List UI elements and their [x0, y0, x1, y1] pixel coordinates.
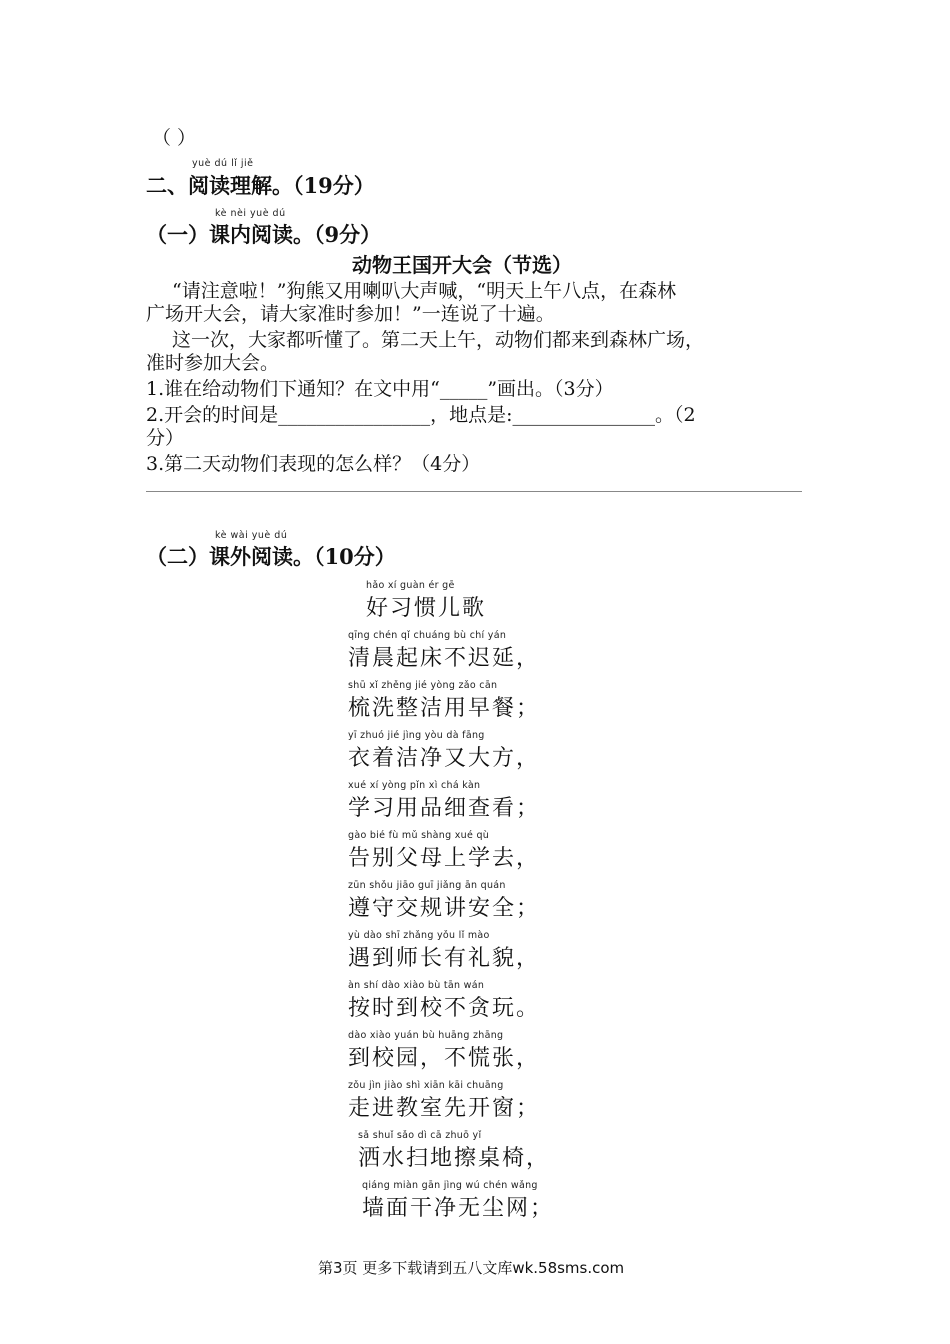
- poem-line-7: 遇到师长有礼貌，: [348, 946, 541, 971]
- answer-paren: （ ）: [152, 127, 197, 149]
- question-3: 3.第二天动物们表现的怎么样？（4分）: [146, 453, 481, 475]
- passage-line-1: “请注意啦！”狗熊又用喇叭大声喊，“明天上午八点，在森林: [172, 280, 677, 302]
- poem-line-12: 墙面干净无尘网；: [362, 1196, 555, 1221]
- poem-line-11: 洒水扫地擦桌椅，: [358, 1146, 551, 1171]
- poem-pinyin-3: yī zhuó jié jìng yòu dà fāng: [348, 730, 485, 741]
- poem-line-4: 学习用品细查看；: [348, 796, 541, 821]
- poem-pinyin-2: shū xǐ zhěng jié yòng zǎo cān: [348, 680, 498, 691]
- poem-line-2: 梳洗整洁用早餐；: [348, 696, 541, 721]
- poem-pinyin-4: xué xí yòng pǐn xì chá kàn: [348, 780, 481, 791]
- poem-line-6: 遵守交规讲安全；: [348, 896, 541, 921]
- poem-title: 好习惯儿歌: [366, 596, 487, 621]
- passage-line-3: 这一次，大家都听懂了。第二天上午，动物们都来到森林广场，: [172, 329, 705, 351]
- passage-line-2: 广场开大会，请大家准时参加！”一连说了十遍。: [146, 303, 555, 325]
- poem-pinyin-12: qiáng miàn gān jìng wú chén wǎng: [362, 1180, 538, 1191]
- poem-pinyin-6: zūn shǒu jiāo guī jiǎng ān quán: [348, 880, 506, 891]
- poem-pinyin-1: qīng chén qǐ chuáng bù chí yán: [348, 630, 507, 641]
- question-2-cont: 分）: [146, 427, 185, 449]
- poem-line-9: 到校园，不慌张，: [348, 1046, 541, 1071]
- part1-title: （一）课内阅读。（9分）: [146, 222, 382, 247]
- part2-title: （二）课外阅读。（10分）: [146, 544, 396, 569]
- part2-pinyin: kè wài yuè dú: [215, 530, 288, 541]
- page-footer: 第3页 更多下载请到五八文库wk.58sms.com: [318, 1259, 625, 1277]
- question-2: 2.开会的时间是________________，地点是:_______________。（2: [146, 404, 696, 426]
- poem-pinyin-5: gào bié fù mǔ shàng xué qù: [348, 830, 490, 841]
- poem-line-10: 走进教室先开窗；: [348, 1096, 541, 1121]
- poem-line-8: 按时到校不贪玩。: [348, 996, 541, 1021]
- poem-pinyin-8: àn shí dào xiào bù tān wán: [348, 980, 485, 991]
- poem-pinyin-10: zǒu jìn jiào shì xiān kāi chuāng: [348, 1080, 504, 1091]
- section2-title: 二、阅读理解。（19分）: [146, 173, 375, 198]
- poem-pinyin-9: dào xiào yuán bù huāng zhāng: [348, 1030, 504, 1041]
- poem-pinyin-11: sǎ shuǐ sǎo dì cā zhuō yǐ: [358, 1130, 482, 1141]
- poem-pinyin-7: yù dào shī zhǎng yǒu lǐ mào: [348, 930, 490, 941]
- part1-pinyin: kè nèi yuè dú: [215, 208, 286, 219]
- passage-title: 动物王国开大会（节选）: [352, 253, 572, 277]
- passage-line-4: 准时参加大会。: [146, 352, 280, 374]
- question-1: 1.谁在给动物们下通知？在文中用“_____”画出。（3分）: [146, 378, 614, 400]
- poem-line-3: 衣着洁净又大方，: [348, 746, 541, 771]
- answer-line: [146, 491, 802, 492]
- poem-line-1: 清晨起床不迟延，: [348, 646, 541, 671]
- section2-pinyin: yuè dú lǐ jiě: [192, 158, 254, 169]
- poem-line-5: 告别父母上学去，: [348, 846, 541, 871]
- poem-title-pinyin: hǎo xí guàn ér gē: [366, 580, 455, 591]
